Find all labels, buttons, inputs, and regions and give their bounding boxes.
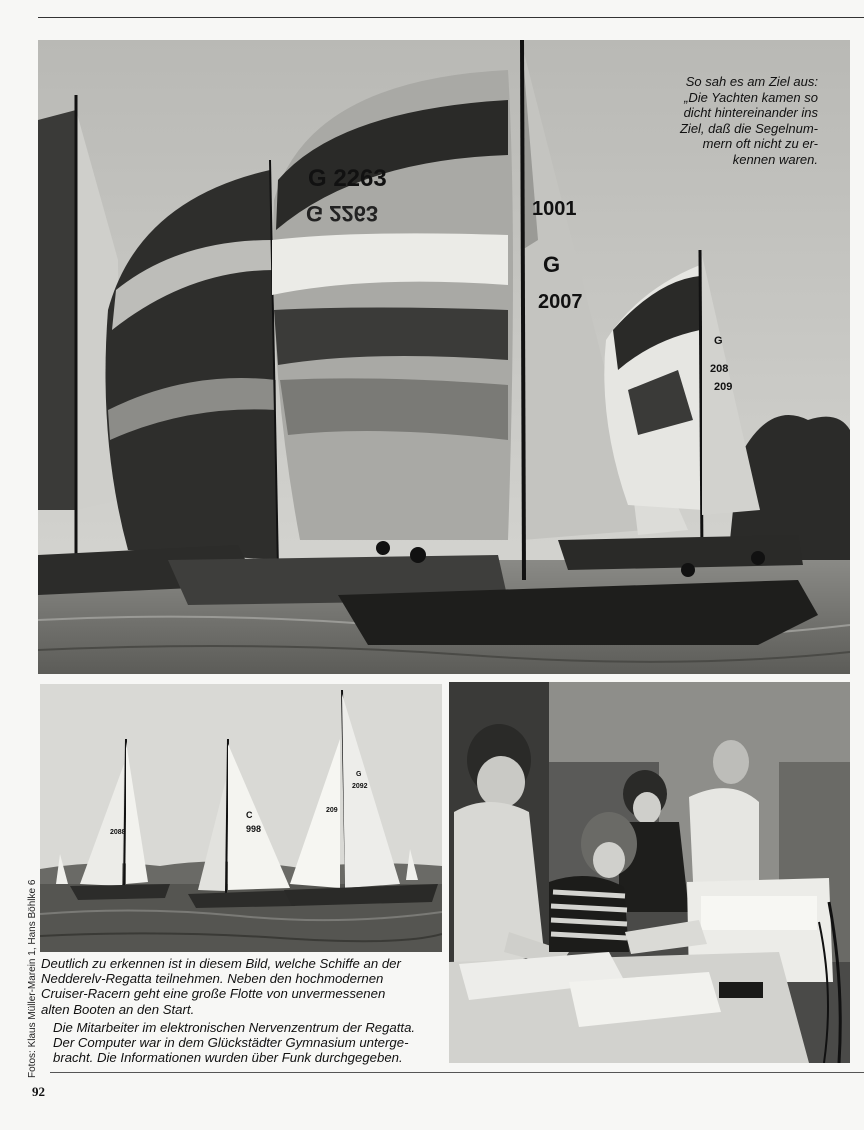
caption-computer-room: Die Mitarbeiter im elektronischen Nervenzentrum der Regatta. Der Computer war in dem Glückstädter Gymnasium unterge- bracht. Die Informationen wurden über Funk durchgegeben. bbox=[53, 1020, 416, 1066]
top-rule bbox=[38, 17, 864, 18]
mainsail-number-bottom: 2007 bbox=[538, 291, 583, 313]
boat3-sail-number: 209 bbox=[326, 807, 338, 814]
photo-credit: Fotos: Klaus Müller-Marein 1, Hans Böhlke 6 bbox=[27, 879, 38, 1078]
boat1-sail-number: 2088 bbox=[110, 829, 126, 836]
mainsail-class-letter: G bbox=[543, 252, 561, 277]
sailboats-image bbox=[40, 684, 442, 952]
boat3-class-letter: G bbox=[356, 771, 362, 778]
photo-computer-room bbox=[449, 682, 850, 1063]
right-sail-number-1: 208 bbox=[710, 363, 729, 375]
boat2-class-letter: C bbox=[246, 810, 253, 820]
mainsail-number-top: 1001 bbox=[532, 198, 577, 220]
boat2-sail-number: 998 bbox=[246, 824, 262, 834]
caption-finish: So sah es am Ziel aus: „Die Yachten kamen so dicht hintereinander ins Ziel, daß die Segelnum- mern oft nicht zu er- kennen waren. bbox=[679, 74, 818, 167]
caption-fleet: Deutlich zu erkennen ist in diesem Bild, welche Schiffe an der Nedderelv-Regatta teilnehmen. Neben den hochmodernen Cruiser-Racern geht eine große Flotte von unvermessenen alten Booten an den Start. bbox=[41, 956, 401, 1017]
bottom-rule bbox=[50, 1072, 864, 1073]
right-sail-letter: G bbox=[714, 335, 723, 347]
boat3-sail-number-2: 2092 bbox=[352, 783, 368, 790]
page-number: 92 bbox=[32, 1084, 45, 1099]
spinnaker-mirror-number: G 2263 bbox=[306, 201, 379, 226]
computer-room-image bbox=[449, 682, 850, 1063]
photo-fleet-start bbox=[40, 684, 442, 952]
right-sail-number-2: 209 bbox=[714, 381, 733, 393]
spinnaker-sail-number: G 2263 bbox=[308, 165, 387, 192]
